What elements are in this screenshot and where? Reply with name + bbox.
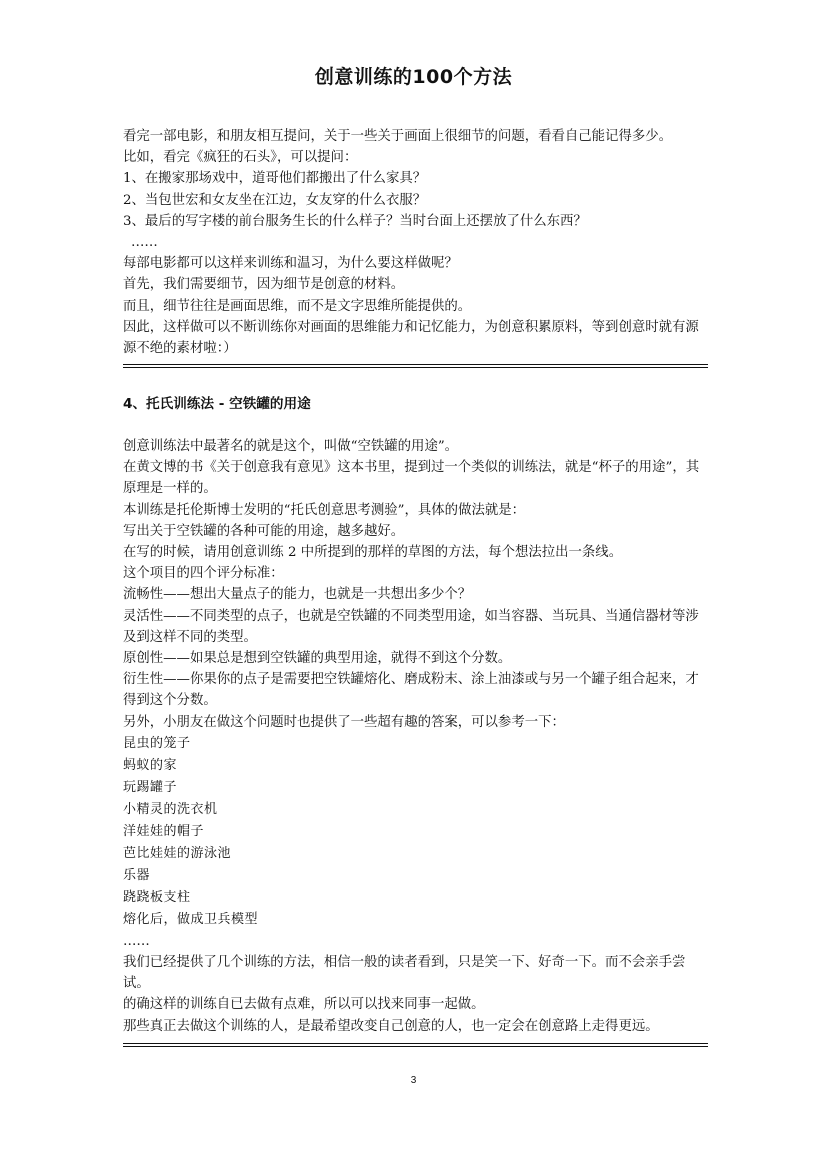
paragraph: 比如，看完《疯狂的石头》，可以提问： bbox=[123, 150, 358, 166]
section-divider bbox=[123, 1043, 708, 1047]
page-number: 3 bbox=[410, 1075, 417, 1086]
list-item: 蚂蚁的家 bbox=[123, 757, 178, 773]
paragraph: 这个项目的四个评分标准： bbox=[123, 566, 284, 582]
paragraph: 衍生性——你果你的点子是需要把空铁罐熔化、磨成粉末、涂上油漆或与另一个罐子组合起来，才得到这个分数。 bbox=[123, 672, 699, 709]
list-item: 芭比娃娃的游泳池 bbox=[123, 845, 232, 861]
paragraph: 流畅性——想出大量点子的能力，也就是一共想出多少个？ bbox=[123, 587, 472, 603]
paragraph: 因此，这样做可以不断训练你对画面的思维能力和记忆能力，为创意积累原料，等到创意时就有源源不绝的素材啦：） bbox=[123, 319, 699, 357]
ellipsis: …… bbox=[123, 933, 150, 949]
list-item: 2、当包世宏和女友坐在江边，女友穿的什么衣服？ bbox=[123, 192, 427, 208]
paragraph: 首先，我们需要细节，因为细节是创意的材料。 bbox=[123, 277, 405, 293]
list-item: 玩踢罐子 bbox=[123, 779, 178, 795]
list-item: 熔化后，做成卫兵模型 bbox=[123, 911, 259, 927]
paragraph: 的确这样的训练自已去做有点难，所以可以找来同事一起做。 bbox=[123, 997, 485, 1013]
ellipsis: …… bbox=[131, 235, 158, 251]
list-item: 3、最后的写字楼的前台服务生长的什么样子？当时台面上还摆放了什么东西？ bbox=[123, 213, 587, 229]
paragraph: 本训练是托伦斯博士发明的“托氏创意思考测验”，具体的做法就是： bbox=[123, 502, 526, 518]
list-item: 乐器 bbox=[123, 867, 151, 883]
paragraph: 原创性——如果总是想到空铁罐的典型用途，就得不到这个分数。 bbox=[123, 651, 512, 667]
paragraph: 在写的时候，请用创意训练 2 中所提到的那样的草图的方法，每个想法拉出一条线。 bbox=[123, 545, 623, 561]
section-heading: 4、托氏训练法 - 空铁罐的用途 bbox=[123, 396, 311, 412]
list-item: 洋娃娃的帽子 bbox=[123, 823, 205, 839]
paragraph: 写出关于空铁罐的各种可能的用途，越多越好。 bbox=[123, 523, 405, 539]
list-item: 小精灵的洗衣机 bbox=[123, 801, 218, 817]
paragraph: 而且，细节往往是画面思维，而不是文字思维所能提供的。 bbox=[123, 298, 472, 314]
paragraph: 创意训练法中最著名的就是这个，叫做“空铁罐的用途”。 bbox=[123, 439, 459, 454]
page-title: 创意训练的100个方法 bbox=[314, 66, 513, 88]
paragraph: 灵活性——不同类型的点子，也就是空铁罐的不同类型用途，如当容器、当玩具、当通信器材等涉及到这样不同的类型。 bbox=[123, 608, 699, 645]
paragraph: 那些真正去做这个训练的人，是最希望改变自己创意的人，也一定会在创意路上走得更远。 bbox=[123, 1018, 659, 1034]
section-1 bbox=[123, 126, 708, 359]
paragraph: 另外，小朋友在做这个问题时也提供了一些超有趣的答案，可以参考一下： bbox=[123, 714, 565, 730]
paragraph: 每部电影都可以这样来训练和温习，为什么要这样做呢？ bbox=[123, 256, 458, 272]
paragraph: 在黄文博的书《关于创意我有意见》这本书里，提到过一个类似的训练法，就是“杯子的用途”，其原理是一样的。 bbox=[123, 460, 700, 497]
section-divider bbox=[123, 364, 708, 368]
examples-list bbox=[123, 733, 708, 931]
list-item: 跷跷板支柱 bbox=[123, 889, 191, 905]
list-item: 1、在搬家那场戏中，道哥他们都搬出了什么家具？ bbox=[123, 171, 427, 187]
paragraph: 我们已经提供了几个训练的方法，相信一般的读者看到，只是笑一下、好奇一下。而不会亲手尝试。 bbox=[123, 955, 686, 992]
list-item: 昆虫的笼子 bbox=[123, 735, 191, 751]
section-2 bbox=[123, 436, 708, 1037]
paragraph: 看完一部电影，和朋友相互提问，关于一些关于画面上很细节的问题，看看自己能记得多少。 bbox=[123, 129, 673, 144]
